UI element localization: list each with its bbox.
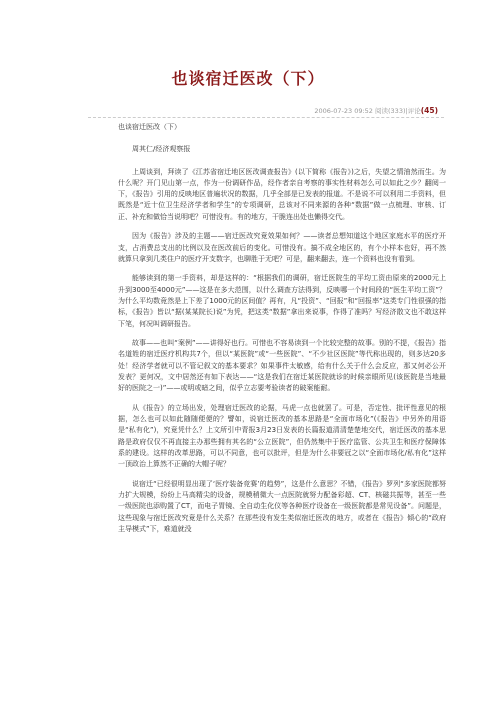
paragraph: 说宿迁“已经很明显出现了‘医疗装备竞赛’的趋势”，这是什么意思？不错，《报告》罗列“多家医院都努力扩大规模，纷纷上马高精尖的设备，规模稍微大一点医院就努力配备彩超、CT、核磁共振等，甚至一些一级医院也添购置了CT，而电子胃镜、全自动生化仪等各种医疗设备在一级医院都是常见设备”。问题是，这些现象与宿迁医改究竟是什么关系？在那些没有发生类似宿迁医改的地方，或者在《报告》倾心的“政府主导模式”下，难道就没	[118, 479, 446, 533]
article-byline: 周其仁/经济观察报	[132, 145, 191, 154]
paragraph: 能够读到的第一手资料，却是这样的：“根据我们的调研，宿迁医院生的平均工资由原来的2000元上升到3000至4000元”——这是在多大范围，以什么调查方法得到，反映哪一个时间段的“医生平均工资”？为什么平均数竟然是上下差了1000元的区间值？再有，凡“投资”、“回报”和“回报率”这类专门性很强的指标，《报告》皆以“据(某某院长)说”为凭，把这类“数据”拿出来说事，作得了准吗？写经济散文也不敢这样下笔，何况叫调研报告。	[118, 274, 446, 328]
article-subtitle: 也谈宿迁医改（下）	[118, 123, 181, 131]
title-divider	[88, 117, 444, 118]
paragraph: 上周谈到，拜读了《江苏省宿迁地区医改调查报告》(以下简称《报告》)之后，失望之情油然而生。为什么呢？开门见山第一点，作为一份调研作品，经作者亲自考察的事实性材料怎么可以如此之少？翻阅一下，《报告》引用的反映地区普遍状况的数据，几乎全部是已发表的报道。不是说不可以利用二手资料，但既然是“近十位卫生经济学者和学生”的专项调研，总该对不同来源的各种“数据”做一点梳理、审核、订正、补充和做恰当说明吧？可惜没有。有的地方，干脆连出处也懒得交代。	[118, 167, 446, 221]
read-count-link[interactable]: 阅读(333)	[375, 107, 406, 115]
paragraph: 从《报告》的立场出发，处理宿迁医改的论据，马虎一点也就罢了。可是，否定性、批评性意见的根据，怎么也可以如此随随便便的？譬如，说宿迁医改的基本思路是“全面市场化”(《报告》中另外的用语是“私有化”)，究竟凭什么？上文所引中青报3月23日发表的长篇报道清清楚楚地交代，宿迁医改的基本思路是政府仅仅不再直接主办那些拥有其名的“公立医院”，但仍然集中于医疗监管、公共卫生和医疗保障体系的建设。这样的改革思路，可以不同意，也可以批评，但是为什么非要冠之以“全面市场化/私有化”这样一顶政治上算然不正确的大帽子呢？	[118, 403, 446, 469]
post-timestamp: 2006-07-23 09:52	[314, 107, 373, 115]
paragraph: 因为《报告》涉及的主题——宿迁医改究竟效果如何？——读者总想知道这个地区家庭水平的医疗开支，占消费总支出的比例以及在医改前后的变化。可惜没有。搞不成全地区的，有个小样本也好，再不然就算只拿到几类住户的医疗开支数字，也聊胜于无吧？可是，翻来翻去，连一个资料也没有看到。	[118, 232, 446, 263]
article-title: 也谈宿迁医改（下）	[171, 69, 325, 88]
comment-link[interactable]: 评论	[407, 107, 421, 115]
comment-count: (45)	[420, 106, 438, 115]
article-body	[118, 122, 446, 543]
paragraph: 故事——也叫“案例”——讲得好也行。可惜也不容易读到一个比较完整的故事。别的不提，《报告》指名道姓的宿迁医疗机构共7个，但以“某医院”或“一些医院”、“不少社区医院”等代称出现的，则多达20多处！经济学者就可以不管记叙文的基本要求？如果事件太敏感，给有什么关于什么会反应，那又何必公开发表？更何况，文中居然还有如下表达——“这是我们在宿迁某医院就诊的时候亲眼所见(该医院是当地最好的医院之一)”——或明或暗之间，似乎立志要考验读者的破案能耐。	[118, 339, 446, 393]
article-meta: 2006-07-23 09:52 阅读(333)|评论(45)	[314, 106, 438, 115]
